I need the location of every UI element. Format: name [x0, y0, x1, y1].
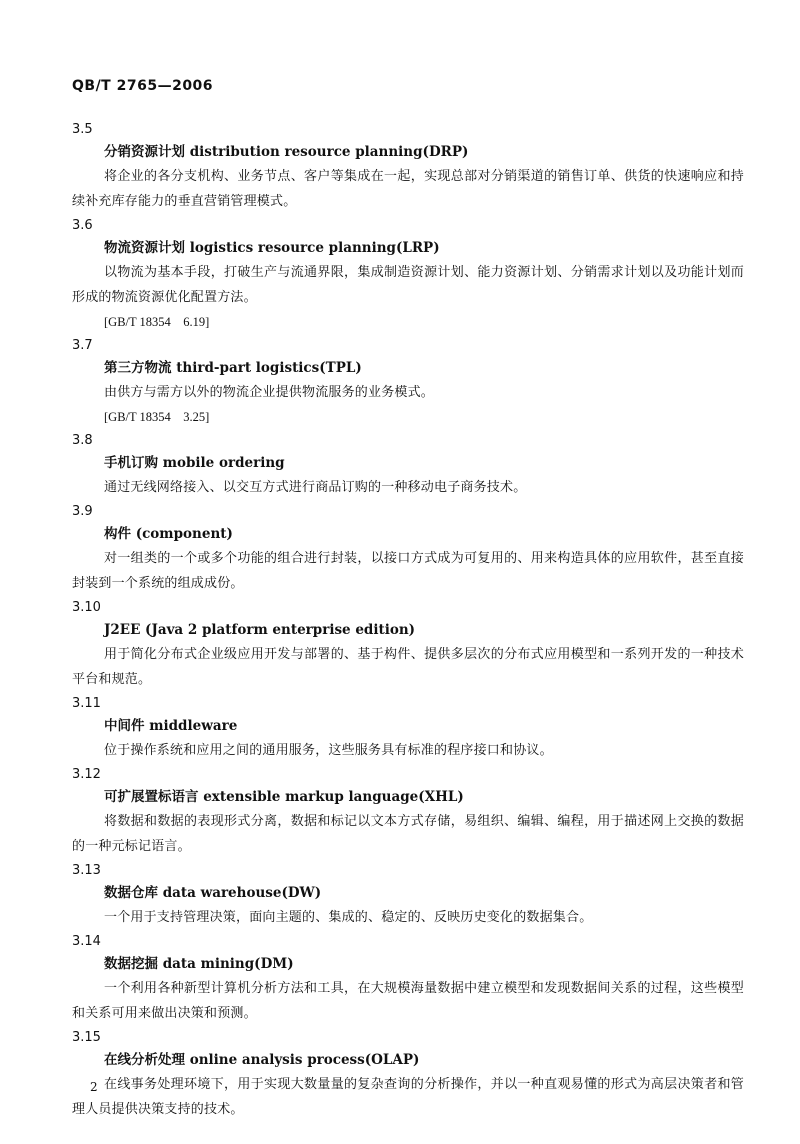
term-title: 数据仓库 data warehouse(DW) [104, 885, 322, 901]
page-number: 2 [90, 1080, 98, 1094]
term-definition: 一个利用各种新型计算机分析方法和工具，在大规模海量数据中建立模型和发现数据间关系的过程，这些模型和关系可用来做出决策和预测。 [72, 981, 744, 1021]
term-definition: 将数据和数据的表现形式分离，数据和标记以文本方式存储，易组织、编辑、编程，用于描述网上交换的数据的一种元标记语言。 [72, 814, 744, 854]
term-entry [72, 216, 744, 334]
term-definition: 在线事务处理环境下，用于实现大数量量的复杂查询的分析操作，并以一种直观易懂的形式为高层决策者和管理人员提供决策支持的技术。 [72, 1077, 744, 1117]
term-definition: 通过无线网络接入、以交互方式进行商品订购的一种移动电子商务技术。 [104, 480, 527, 495]
term-entry [72, 694, 744, 763]
term-title: 手机订购 mobile ordering [104, 455, 285, 471]
clause-number: 3.15 [72, 1030, 101, 1045]
term-entry [72, 861, 744, 930]
clause-number: 3.13 [72, 863, 101, 878]
clause-number: 3.6 [72, 218, 93, 233]
clause-number: 3.7 [72, 338, 93, 353]
term-entry [72, 765, 744, 859]
term-title: 可扩展置标语言 extensible markup language(XHL) [104, 789, 464, 805]
term-entry [72, 932, 744, 1026]
term-title: 第三方物流 third-part logistics(TPL) [104, 360, 362, 376]
term-definition: 对一组类的一个或多个功能的组合进行封装，以接口方式成为可复用的、用来构造具体的应用软件，甚至直接封装到一个系统的组成成份。 [72, 551, 744, 591]
term-entry [72, 502, 744, 596]
clause-number: 3.10 [72, 600, 101, 615]
term-title: 构件 (component) [104, 526, 233, 542]
term-title: 中间件 middleware [104, 718, 238, 734]
term-entry [72, 598, 744, 692]
term-definition: 用于简化分布式企业级应用开发与部署的、基于构件、提供多层次的分布式应用模型和一系列开发的一种技术平台和规范。 [72, 647, 744, 687]
term-entry [72, 431, 744, 500]
term-reference: [GB/T 18354 6.19] [104, 315, 210, 329]
term-definition: 一个用于支持管理决策，面向主题的、集成的、稳定的、反映历史变化的数据集合。 [104, 910, 593, 925]
clause-number: 3.8 [72, 433, 93, 448]
term-title: 分销资源计划 distribution resource planning(DRP) [104, 144, 469, 160]
term-entry [72, 120, 744, 214]
term-title: 数据挖掘 data mining(DM) [104, 956, 294, 972]
clause-number: 3.5 [72, 122, 93, 137]
term-title: 在线分析处理 online analysis process(OLAP) [104, 1052, 420, 1068]
terms-list [72, 118, 744, 1122]
term-title: J2EE (Java 2 platform enterprise edition) [104, 622, 416, 638]
standard-code-header: QB/T 2765—2006 [72, 78, 214, 94]
term-title: 物流资源计划 logistics resource planning(LRP) [104, 240, 440, 256]
clause-number: 3.12 [72, 767, 101, 782]
term-definition: 由供方与需方以外的物流企业提供物流服务的业务模式。 [104, 385, 435, 400]
term-definition: 位于操作系统和应用之间的通用服务，这些服务具有标准的程序接口和协议。 [104, 743, 553, 758]
clause-number: 3.9 [72, 504, 93, 519]
term-entry [72, 336, 744, 429]
clause-number: 3.14 [72, 934, 101, 949]
term-reference: [GB/T 18354 3.25] [104, 410, 210, 424]
term-entry [72, 1028, 744, 1122]
term-definition: 以物流为基本手段，打破生产与流通界限，集成制造资源计划、能力资源计划、分销需求计划以及功能计划而形成的物流资源优化配置方法。 [72, 265, 744, 305]
term-definition: 将企业的各分支机构、业务节点、客户等集成在一起，实现总部对分销渠道的销售订单、供货的快速响应和持续补充库存能力的垂直营销管理模式。 [72, 169, 744, 209]
clause-number: 3.11 [72, 696, 101, 711]
